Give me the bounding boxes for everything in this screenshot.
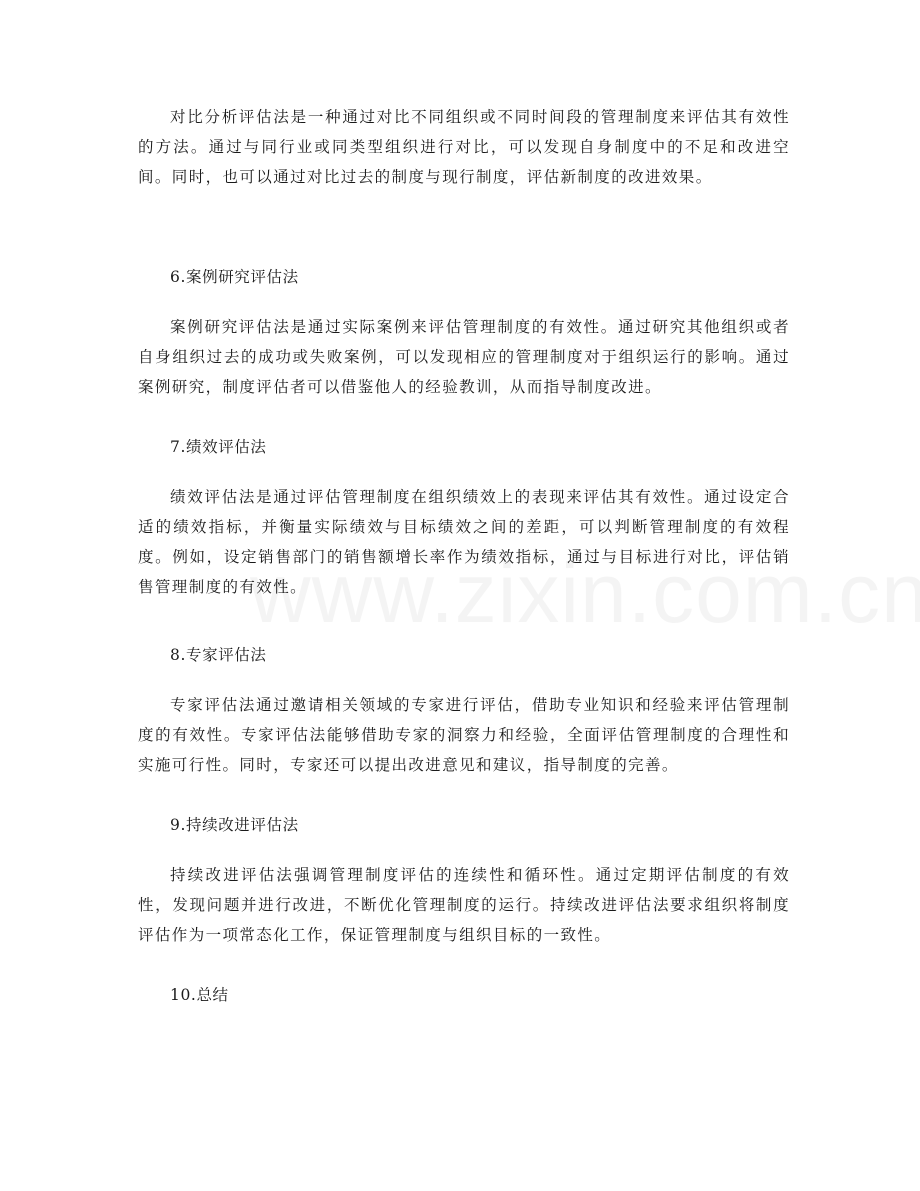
section-heading-performance: 7.绩效评估法 [170, 438, 267, 456]
paragraph-continuous-improvement: 持续改进评估法强调管理制度评估的连续性和循环性。通过定期评估制度的有效性，发现问题并进行改进，不断优化管理制度的运行。持续改进评估法要求组织将制度评估作为一项常态化工作，保证管理制度与组织目标的一致性。 [138, 866, 790, 944]
section-heading-case-study: 6.案例研究评估法 [170, 268, 299, 286]
paragraph-expert: 专家评估法通过邀请相关领域的专家进行评估，借助专业知识和经验来评估管理制度的有效性。专家评估法能够借助专家的洞察力和经验，全面评估管理制度的合理性和实施可行性。同时，专家还可以提出改进意见和建议，指导制度的完善。 [138, 696, 790, 774]
section-heading-expert: 8.专家评估法 [170, 646, 267, 664]
paragraph-performance: 绩效评估法是通过评估管理制度在组织绩效上的表现来评估其有效性。通过设定合适的绩效指标，并衡量实际绩效与目标绩效之间的差距，可以判断管理制度的有效程度。例如，设定销售部门的销售额增长率作为绩效指标，通过与目标进行对比，评估销售管理制度的有效性。 [138, 488, 790, 596]
paragraph-case-study: 案例研究评估法是通过实际案例来评估管理制度的有效性。通过研究其他组织或者自身组织过去的成功或失败案例，可以发现相应的管理制度对于组织运行的影响。通过案例研究，制度评估者可以借鉴他人的经验教训，从而指导制度改进。 [138, 318, 790, 396]
section-heading-continuous-improvement: 9.持续改进评估法 [170, 816, 299, 834]
section-heading-summary: 10.总结 [170, 986, 229, 1004]
paragraph-comparative-analysis: 对比分析评估法是一种通过对比不同组织或不同时间段的管理制度来评估其有效性的方法。通过与同行业或同类型组织进行对比，可以发现自身制度中的不足和改进空间。同时，也可以通过对比过去的制度与现行制度，评估新制度的改进效果。 [138, 108, 790, 186]
